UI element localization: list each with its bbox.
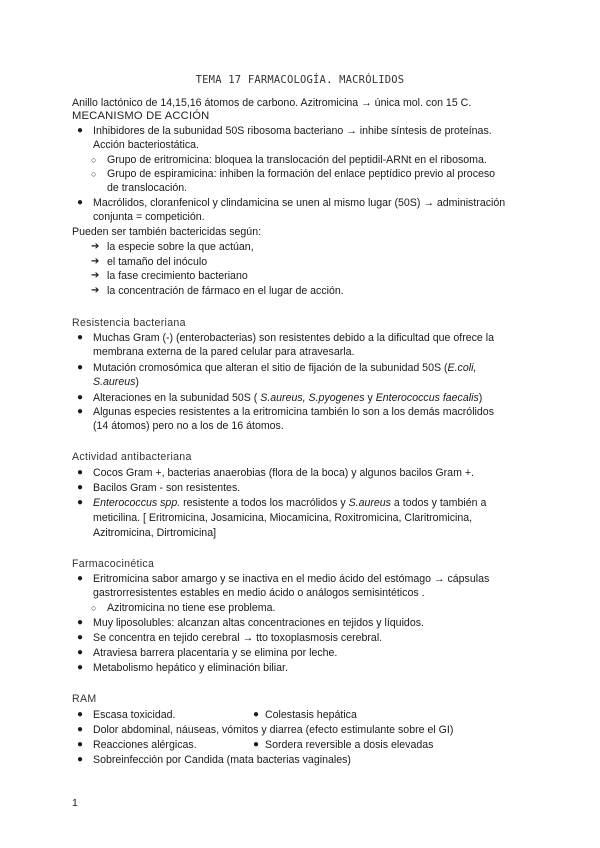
list-item: Reacciones alérgicas. [93, 739, 197, 751]
circle-bullet-icon: ○ [91, 169, 97, 179]
list-item-text: Mutación cromosómica que alteran el sitio de fijación de la subunidad 50S ( [93, 362, 448, 374]
bullet-icon: ● [77, 197, 84, 208]
list-item: Muchas Gram (-) (enterobacterias) son resistentes debido a la dificultad que ofrece la [93, 332, 494, 344]
list-item: Sordera reversible a dosis elevadas [265, 739, 434, 751]
species-name: Enterococcus spp. [93, 497, 181, 509]
list-item: Macrólidos, cloranfenicol y clindamicina se unen al mismo lugar (50S) → administración [93, 197, 506, 209]
bullet-icon: ● [77, 125, 84, 136]
section-heading-ram: RAM [72, 693, 97, 705]
list-item-text: Alteraciones en la subunidad 50S ( [93, 392, 261, 404]
bullet-icon: ● [77, 467, 84, 478]
sub-list-item: Grupo de espiramicina: inhiben la formación del enlace peptídico previo al proceso [107, 168, 496, 180]
bullet-icon: ● [77, 724, 84, 735]
bullet-icon: ● [77, 573, 84, 584]
sub-list-item: Azitromicina no tiene ese problema. [107, 602, 276, 614]
document-title: TEMA 17 FARMACOLOGÍA. MACRÓLIDOS [195, 74, 405, 86]
species-name: S.aureus [93, 376, 136, 388]
species-name: S.aureus [348, 497, 391, 509]
bullet-icon: ● [253, 739, 260, 750]
arrow-list-item: la fase crecimiento bacteriano [107, 270, 248, 282]
intro-text: Anillo lactónico de 14,15,16 átomos de carbono. Azitromicina → única mol. con 15 C. [72, 97, 472, 109]
bullet-icon: ● [77, 482, 84, 493]
list-item: Escasa toxicidad. [93, 709, 176, 721]
arrow-list-item: la concentración de fármaco en el lugar de acción. [107, 285, 344, 297]
arrow-list-item: la especie sobre la que actúan, [107, 241, 254, 253]
bullet-icon: ● [77, 739, 84, 750]
bullet-icon: ● [77, 332, 84, 343]
circle-bullet-icon: ○ [91, 155, 97, 165]
circle-bullet-icon: ○ [91, 603, 97, 613]
list-item: Bacilos Gram - son resistentes. [93, 482, 241, 494]
species-name: S.aureus, S.pyogenes [260, 392, 365, 404]
page-number: 1 [72, 797, 78, 809]
list-item-continuation: meticilina. [ Eritromicina, Josamicina, Miocamicina, Roxitromicina, Claritromicina, [93, 512, 473, 524]
bullet-icon: ● [77, 392, 84, 403]
list-item-continuation: Acción bacteriostática. [93, 139, 199, 151]
list-item-text: resistente a todos los macrólidos y [180, 497, 349, 509]
list-item-text: y [364, 392, 376, 404]
bullet-icon: ● [77, 709, 84, 720]
list-item-continuation [93, 375, 139, 389]
list-item: Cocos Gram +, bacterias anaerobias (flora de la boca) y algunos bacilos Gram +. [93, 467, 474, 479]
bactericidas-text: Pueden ser también bactericidas según: [72, 226, 262, 238]
arrow-icon: ➔ [91, 285, 100, 296]
arrow-icon: ➔ [91, 270, 100, 281]
list-item-text: ) [135, 376, 139, 388]
list-item: Metabolismo hepático y eliminación biliar. [93, 662, 288, 674]
list-item [93, 496, 486, 510]
arrow-icon: ➔ [91, 241, 100, 252]
list-item: Inhibidores de la subunidad 50S ribosoma bacteriano → inhibe síntesis de proteínas. [93, 125, 492, 137]
list-item-continuation: Azitromicina, Dirtromicina] [93, 527, 217, 539]
list-item: Eritromicina sabor amargo y se inactiva en el medio ácido del estómago → cápsulas [93, 573, 490, 585]
sub-list-item-continuation: de translocación. [107, 182, 188, 194]
list-item: Se concentra en tejido cerebral → tto toxoplasmosis cerebral. [93, 632, 383, 644]
list-item: Dolor abdominal, náuseas, vómitos y diarrea (efecto estimulante sobre el GI) [93, 724, 454, 736]
bullet-icon: ● [77, 497, 84, 508]
bullet-icon: ● [253, 709, 260, 720]
list-item: Colestasis hepática [265, 709, 357, 721]
list-item: Atraviesa barrera placentaria y se elimina por leche. [93, 647, 338, 659]
list-item-continuation: gastrorresistentes estables en medio ácido o análogos semisintéticos . [93, 587, 425, 599]
species-name: Enterococcus faecalis [375, 392, 479, 404]
list-item-continuation: membrana externa de la pared celular para atravesarla. [93, 346, 355, 358]
list-item [93, 361, 476, 375]
list-item [93, 391, 482, 405]
bullet-icon: ● [77, 662, 84, 673]
sub-list-item: Grupo de eritromicina: bloquea la translocación del peptidil-ARNt en el ribosoma. [107, 154, 487, 166]
bullet-icon: ● [77, 632, 84, 643]
bullet-icon: ● [77, 406, 84, 417]
bullet-icon: ● [77, 754, 84, 765]
list-item: Muy liposolubles: alcanzan altas concentraciones en tejidos y líquidos. [93, 617, 424, 629]
bullet-icon: ● [77, 647, 84, 658]
species-name: E.coli, [447, 362, 477, 374]
arrow-list-item: el tamaño del inóculo [107, 256, 208, 268]
bullet-icon: ● [77, 617, 84, 628]
list-item-text: a todos y también a [390, 497, 487, 509]
list-item: Algunas especies resistentes a la eritromicina también lo son a los demás macrólidos [93, 406, 494, 418]
list-item: Sobreinfección por Candida (mata bacterias vaginales) [93, 754, 351, 766]
arrow-icon: ➔ [91, 256, 100, 267]
list-item-continuation: (14 átomos) pero no a los de 16 átomos. [93, 420, 284, 432]
section-heading-resistencia: Resistencia bacteriana [72, 317, 186, 329]
list-item-text: ) [478, 392, 483, 404]
section-heading-mecanismo: MECANISMO DE ACCIÓN [72, 110, 210, 122]
section-heading-actividad: Actividad antibacteriana [72, 451, 192, 463]
list-item-continuation: conjunta = competición. [93, 211, 205, 223]
section-heading-farmacocinetica: Farmacocinética [72, 558, 155, 570]
bullet-icon: ● [77, 362, 84, 373]
